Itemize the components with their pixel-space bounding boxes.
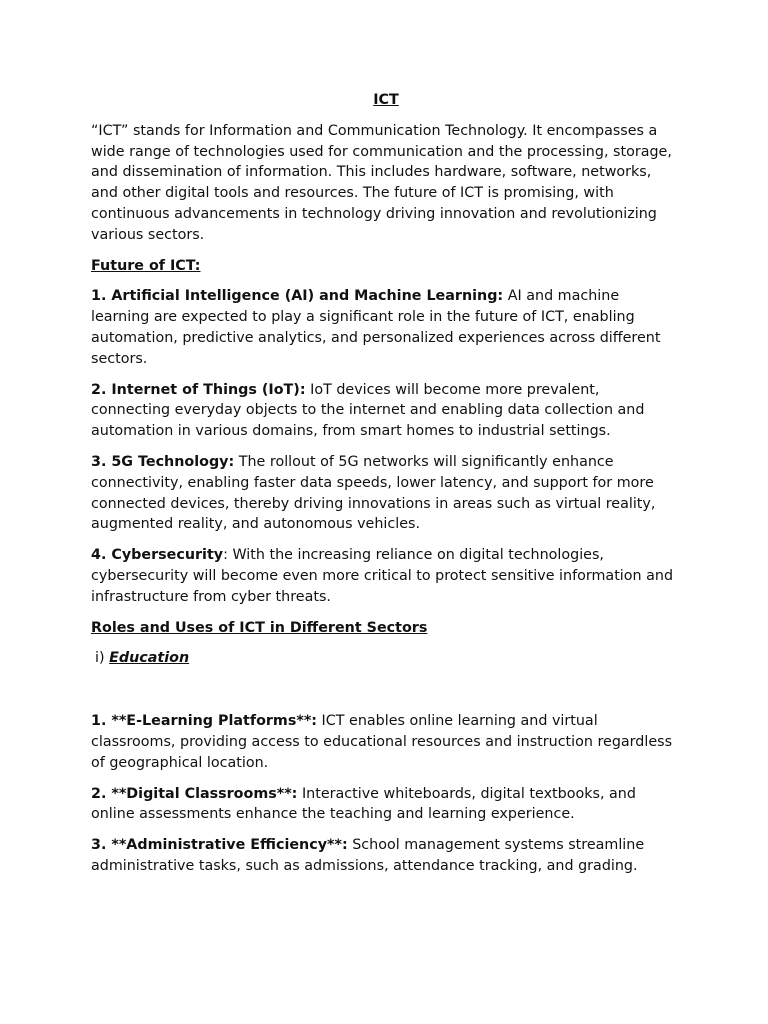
future-item-ai [91,286,681,369]
education-item-label: 3. **Administrative Efficiency**: [91,837,348,854]
intro-paragraph: “ICT” stands for Information and Communication Technology. It encompasses a wide range of technologies used for communication and the processing, storage, and dissemination of information. This includes hardware, software, networks, and other digital tools and resources. The future of ICT is promising, with continuous advancements in technology driving innovation and revolutionizing various sectors. [91,122,672,243]
future-item-text: : With the increasing reliance on digital technologies, cybersecurity will become even more critical to protect sensitive information and infrastructure from cyber threats. [91,547,674,605]
education-subheading [91,648,681,669]
future-item-label: 1. Artificial Intelligence (AI) and Machine Learning: [91,288,504,305]
future-item-cybersecurity [91,545,681,607]
education-label: Education [109,650,190,667]
future-item-iot [91,380,681,442]
future-item-text: The rollout of 5G networks will significantly enhance connectivity, enabling faster data speeds, lower latency, and support for more connected devices, thereby driving innovations in areas such as virtual reality, augmented reality, and autonomous vehicles. [91,453,656,533]
future-item-label: 4. Cybersecurity [91,547,224,564]
roles-heading [91,618,681,639]
education-item-text: Interactive whiteboards, digital textbooks, and online assessments enhance the teaching and learning experience. [91,785,636,823]
document-title [91,90,681,111]
future-item-text: AI and machine learning are expected to play a significant role in the future of ICT, enabling automation, predictive analytics, and personalized experiences across different sectors. [91,288,661,367]
education-item-label: 2. **Digital Classrooms**: [91,785,298,802]
education-item-text: School management systems streamline administrative tasks, such as admissions, attendance tracking, and grading. [91,837,645,874]
education-item-administrative [91,835,681,877]
education-item-elearning [91,711,681,773]
education-item-digital-classrooms [91,784,681,826]
education-prefix: i) [95,650,110,667]
future-heading-text: Future of ICT: [91,257,201,274]
future-item-text: IoT devices will become more prevalent, connecting everyday objects to the internet and enabling data collection and automation in various domains, from smart homes to industrial settings. [91,381,645,440]
future-heading [91,256,681,277]
roles-heading-text: Roles and Uses of ICT in Different Sectors [91,619,428,636]
future-item-5g [91,452,681,535]
education-item-text: ICT enables online learning and virtual classrooms, providing access to educational resources and instruction regardless of geographical location. [91,713,673,771]
future-item-label: 3. 5G Technology: [91,453,235,470]
document-title-text: ICT [373,92,399,108]
document-page [91,90,681,887]
future-item-label: 2. Internet of Things (IoT): [91,381,306,398]
education-item-label: 1. **E-Learning Platforms**: [91,713,318,730]
